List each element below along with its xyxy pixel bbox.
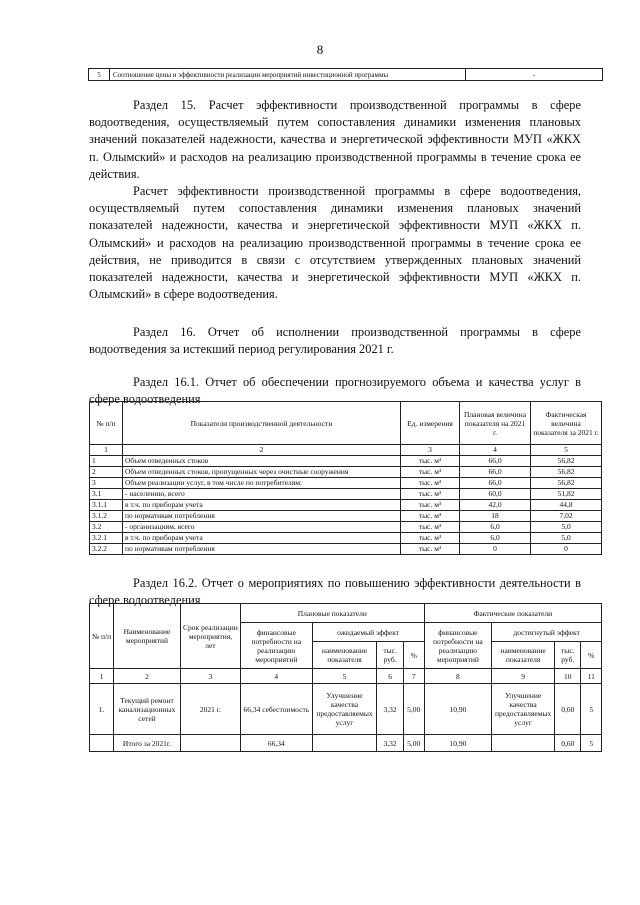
section-16-1-title: Раздел 16.1. Отчет об обеспечении прогнозируемого объема и качества услуг в сфере водоотведения — [89, 375, 581, 407]
index-cell: 7 — [403, 669, 424, 684]
row-indicator: - организациям, всего — [123, 522, 401, 533]
column-header: наименование показателя — [312, 642, 377, 669]
index-cell: 5 — [312, 669, 377, 684]
row-number: 1. — [90, 684, 114, 735]
index-cell: 5 — [531, 445, 602, 456]
section-15-text-2: Расчет эффективности производственной программы в сфере водоотведения, осуществляемый путем сопоставления динамики изменения плановых значений показателей надежности, качества и энергетической эффективности МУП «ЖКХ п. Олымский» и расходов на реализацию производственной программы в течение срока ее действия, не приводится в связи с отсутствием утвержденных плановых значений показателей надежности, качества и энергетической эффективности МУП «ЖКХ п. Олымский» в сфере водоотведения. — [89, 184, 581, 302]
row-unit: тыс. м³ — [401, 500, 460, 511]
index-cell: 10 — [555, 669, 581, 684]
table-row — [90, 684, 602, 735]
column-header: Плановая величина показателя на 2021 г. — [460, 402, 531, 445]
total-label: Итого за 2021г. — [114, 735, 181, 752]
row-unit: тыс. м³ — [401, 522, 460, 533]
row-plan: 6,0 — [460, 522, 531, 533]
index-cell: 11 — [581, 669, 602, 684]
column-header: тыс. руб. — [555, 642, 581, 669]
table-row — [90, 500, 602, 511]
index-cell: 2 — [114, 669, 181, 684]
total-empty-cell — [492, 735, 555, 752]
measure-name: Текущий ремонт канализационных сетей — [114, 684, 181, 735]
column-header: тыс. руб. — [377, 642, 403, 669]
index-cell: 4 — [460, 445, 531, 456]
table-row — [90, 489, 602, 500]
column-header: финансовые потребности на реализацию мероприятий — [240, 623, 312, 669]
row-unit: тыс. м³ — [401, 478, 460, 489]
fact-indicator: Улучшение качества предоставляемых услуг — [492, 684, 555, 735]
volume-quality-table — [89, 401, 602, 555]
index-cell: 3 — [180, 669, 240, 684]
row-plan: 66,0 — [460, 478, 531, 489]
row-indicator: Объем отведенных стоков — [123, 456, 401, 467]
plan-indicator: Улучшение качества предоставляемых услуг — [312, 684, 377, 735]
table-row — [90, 533, 602, 544]
row-unit: тыс. м³ — [401, 511, 460, 522]
measure-term: 2021 г. — [180, 684, 240, 735]
row-indicator: Объем реализации услуг, в том числе по потребителям: — [123, 478, 401, 489]
plan-financing: 66,34 себестоимость — [240, 684, 312, 735]
row-number: 3.1 — [90, 489, 123, 500]
table-index-row — [90, 669, 602, 684]
row-unit: тыс. м³ — [401, 456, 460, 467]
index-cell: 1 — [90, 445, 123, 456]
table-row — [89, 69, 603, 81]
row-number: 3.1.1 — [90, 500, 123, 511]
row-plan: 42,0 — [460, 500, 531, 511]
total-fact-thous-rub: 0,60 — [555, 735, 581, 752]
column-header: Фактические показатели — [424, 604, 601, 623]
index-cell: 1 — [90, 669, 114, 684]
row-fact: 56,82 — [531, 467, 602, 478]
column-header: % — [581, 642, 602, 669]
section-15-text-1: Раздел 15. Расчет эффективности производственной программы в сфере водоотведения, осуществляемый путем сопоставления динамики изменения плановых значений показателей надежности, качества и энергетической эффективности МУП «ЖКХ п. Олымский» и расходов на реализацию производственной программы в течение срока ее действия. — [89, 98, 581, 181]
row-number: 5 — [89, 69, 110, 81]
row-indicator: в т.ч. по приборам учета — [123, 500, 401, 511]
table-row — [90, 467, 602, 478]
row-unit: тыс. м³ — [401, 467, 460, 478]
column-header: достигнутый эффект — [492, 623, 602, 642]
fact-percent: 5 — [581, 684, 602, 735]
row-fact: 5,0 — [531, 522, 602, 533]
column-header: Ед. измерения — [401, 402, 460, 445]
total-fact-financing: 10,90 — [424, 735, 492, 752]
row-unit: тыс. м³ — [401, 533, 460, 544]
row-plan: 66,0 — [460, 467, 531, 478]
table-row — [90, 522, 602, 533]
row-fact: 44,8 — [531, 500, 602, 511]
row-unit: тыс. м³ — [401, 489, 460, 500]
table-row — [90, 478, 602, 489]
row-indicator: по нормативам потребления — [123, 544, 401, 555]
column-header: Показатели производственной деятельности — [123, 402, 401, 445]
index-cell: 8 — [424, 669, 492, 684]
page-number: 8 — [316, 42, 324, 57]
fact-financing: 10,90 — [424, 684, 492, 735]
table-total-row — [90, 735, 602, 752]
row-plan: 18 — [460, 511, 531, 522]
row-number: 3 — [90, 478, 123, 489]
section-16-heading — [89, 324, 581, 358]
total-fact-percent: 5 — [581, 735, 602, 752]
row-number: 3.2.1 — [90, 533, 123, 544]
row-indicator: Объем отведенных стоков, пропущенных через очистные сооружения — [123, 467, 401, 478]
total-plan-percent: 5,00 — [403, 735, 424, 752]
row-value: - — [466, 69, 603, 81]
column-header: финансовые потребности на реализацию мероприятий — [424, 623, 492, 669]
row-plan: 6,0 — [460, 533, 531, 544]
row-number: 3.2.2 — [90, 544, 123, 555]
column-header: Фактическая величина показателя за 2021 г. — [531, 402, 602, 445]
index-cell: 9 — [492, 669, 555, 684]
table-row — [90, 456, 602, 467]
fact-thous-rub: 0,60 — [555, 684, 581, 735]
column-header: № п/п — [90, 604, 114, 669]
row-number: 2 — [90, 467, 123, 478]
row-fact: 7,02 — [531, 511, 602, 522]
row-fact: 56,82 — [531, 478, 602, 489]
section-15-paragraph-1 — [89, 97, 581, 183]
row-indicator: по нормативам потребления — [123, 511, 401, 522]
column-header: % — [403, 642, 424, 669]
total-plan-financing: 66,34 — [240, 735, 312, 752]
row-number: 3.2 — [90, 522, 123, 533]
row-number: 3.1.2 — [90, 511, 123, 522]
index-cell: 6 — [377, 669, 403, 684]
row-fact: 56,82 — [531, 456, 602, 467]
column-header: ожидаемый эффект — [312, 623, 424, 642]
column-header: Срок реализации мероприятия, лет — [180, 604, 240, 669]
table-index-row — [90, 445, 602, 456]
total-empty-cell — [180, 735, 240, 752]
index-cell: 2 — [123, 445, 401, 456]
column-header: № п/п — [90, 402, 123, 445]
plan-percent: 5,00 — [403, 684, 424, 735]
row-fact: 0 — [531, 544, 602, 555]
previous-table-tail — [88, 68, 603, 81]
row-unit: тыс. м³ — [401, 544, 460, 555]
index-cell: 4 — [240, 669, 312, 684]
total-plan-thous-rub: 3,32 — [377, 735, 403, 752]
section-16-title: Раздел 16. Отчет об исполнении производственной программы в сфере водоотведения за истекший период регулирования 2021 г. — [89, 325, 581, 357]
row-plan: 0 — [460, 544, 531, 555]
plan-thous-rub: 3,32 — [377, 684, 403, 735]
table-header-row — [90, 402, 602, 445]
total-empty-cell — [312, 735, 377, 752]
row-plan: 60,0 — [460, 489, 531, 500]
row-number: 1 — [90, 456, 123, 467]
row-fact: 51,82 — [531, 489, 602, 500]
column-header: наименование показателя — [492, 642, 555, 669]
section-16-2-title: Раздел 16.2. Отчет о мероприятиях по повышению эффективности деятельности в сфере водоотведения — [89, 576, 581, 608]
index-cell: 3 — [401, 445, 460, 456]
efficiency-measures-table — [89, 603, 602, 752]
table-row — [90, 511, 602, 522]
column-header: Наименование мероприятий — [114, 604, 181, 669]
table-header-row — [90, 604, 602, 623]
row-indicator: - населению, всего — [123, 489, 401, 500]
row-text: Соотношение цены и эффективности реализации мероприятий инвестиционной программы — [110, 69, 466, 81]
row-plan: 66,0 — [460, 456, 531, 467]
row-fact: 5,0 — [531, 533, 602, 544]
section-15-paragraph-2 — [89, 183, 581, 303]
column-header: Плановые показатели — [240, 604, 424, 623]
row-indicator: в т.ч. по приборам учета — [123, 533, 401, 544]
total-empty-cell — [90, 735, 114, 752]
table-row — [90, 544, 602, 555]
